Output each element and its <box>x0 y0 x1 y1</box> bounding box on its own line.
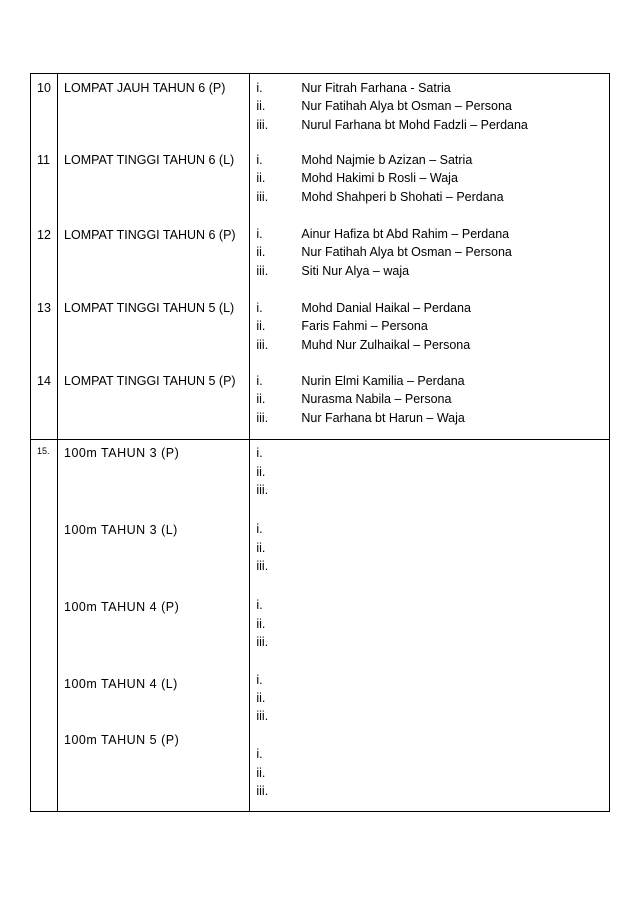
event-name: LOMPAT TINGGI TAHUN 5 (P) <box>64 374 236 388</box>
row-number: 12 <box>37 228 51 242</box>
rank-numeral: iii. <box>256 483 269 497</box>
event-name: 100m TAHUN 3 (L) <box>64 523 178 537</box>
rank-numeral: iii. <box>256 118 269 132</box>
winner-name: Nurasma Nabila – Persona <box>301 392 452 406</box>
rank-numeral: i. <box>256 81 263 95</box>
winners-cell <box>250 440 610 812</box>
event-cell <box>58 74 250 440</box>
winner-name: Mohd Hakimi b Rosli – Waja <box>301 171 458 185</box>
rank-numeral: ii. <box>256 541 266 555</box>
winner-name: Mohd Danial Haikal – Perdana <box>301 301 471 315</box>
row-number: 11 <box>37 153 50 167</box>
rank-numeral: ii. <box>256 465 266 479</box>
rank-numeral: iii. <box>256 784 269 798</box>
winner-name: Nur Farhana bt Harun – Waja <box>301 411 465 425</box>
winner-name: Nurin Elmi Kamilia – Perdana <box>301 374 465 388</box>
event-name: 100m TAHUN 4 (P) <box>64 600 180 614</box>
rank-numeral: i. <box>256 446 263 460</box>
rank-numeral: ii. <box>256 617 266 631</box>
rank-numeral: i. <box>256 374 263 388</box>
rank-numeral: ii. <box>256 245 266 259</box>
rank-numeral: i. <box>256 673 263 687</box>
rank-numeral: i. <box>256 227 263 241</box>
winner-name: Muhd Nur Zulhaikal – Persona <box>301 338 471 352</box>
rank-numeral: i. <box>256 522 263 536</box>
event-cell <box>58 440 250 812</box>
rank-numeral: i. <box>256 747 263 761</box>
rank-numeral: iii. <box>256 411 269 425</box>
rank-numeral: iii. <box>256 338 269 352</box>
winner-name: Nurul Farhana bt Mohd Fadzli – Perdana <box>301 118 528 132</box>
event-name: 100m TAHUN 5 (P) <box>64 733 180 747</box>
number-cell <box>31 440 58 812</box>
rank-numeral: i. <box>256 301 263 315</box>
rank-numeral: ii. <box>256 691 266 705</box>
winner-name: Mohd Najmie b Azizan – Satria <box>301 153 473 167</box>
event-name: LOMPAT TINGGI TAHUN 6 (P) <box>64 228 236 242</box>
winner-name: Mohd Shahperi b Shohati – Perdana <box>301 190 504 204</box>
row-number: 13 <box>37 301 51 315</box>
table-row-event-15 <box>31 440 610 812</box>
row-number: 15. <box>37 446 50 456</box>
rank-numeral: iii. <box>256 190 269 204</box>
table-row-events-10-14 <box>31 74 610 440</box>
rank-numeral: iii. <box>256 635 269 649</box>
event-name: LOMPAT JAUH TAHUN 6 (P) <box>64 81 226 95</box>
winner-name: Ainur Hafiza bt Abd Rahim – Perdana <box>301 227 510 241</box>
rank-numeral: ii. <box>256 392 266 406</box>
rank-numeral: iii. <box>256 709 269 723</box>
event-name: 100m TAHUN 3 (P) <box>64 446 180 460</box>
rank-numeral: ii. <box>256 171 266 185</box>
event-name: LOMPAT TINGGI TAHUN 5 (L) <box>64 301 235 315</box>
rank-numeral: ii. <box>256 766 266 780</box>
winner-name: Nur Fitrah Farhana - Satria <box>301 81 451 95</box>
rank-numeral: i. <box>256 598 263 612</box>
rank-numeral: ii. <box>256 319 266 333</box>
rank-numeral: iii. <box>256 264 269 278</box>
row-number: 10 <box>37 81 51 95</box>
row-number: 14 <box>37 374 51 388</box>
number-cell <box>31 74 58 440</box>
results-table <box>30 73 610 812</box>
event-name: LOMPAT TINGGI TAHUN 6 (L) <box>64 153 235 167</box>
winner-name: Nur Fatihah Alya bt Osman – Persona <box>301 99 512 113</box>
event-name: 100m TAHUN 4 (L) <box>64 677 178 691</box>
rank-numeral: i. <box>256 153 263 167</box>
rank-numeral: iii. <box>256 559 269 573</box>
rank-numeral: ii. <box>256 99 266 113</box>
winner-name: Faris Fahmi – Persona <box>301 319 428 333</box>
winner-name: Nur Fatihah Alya bt Osman – Persona <box>301 245 512 259</box>
winner-name: Siti Nur Alya – waja <box>301 264 410 278</box>
winners-cell <box>250 74 610 440</box>
